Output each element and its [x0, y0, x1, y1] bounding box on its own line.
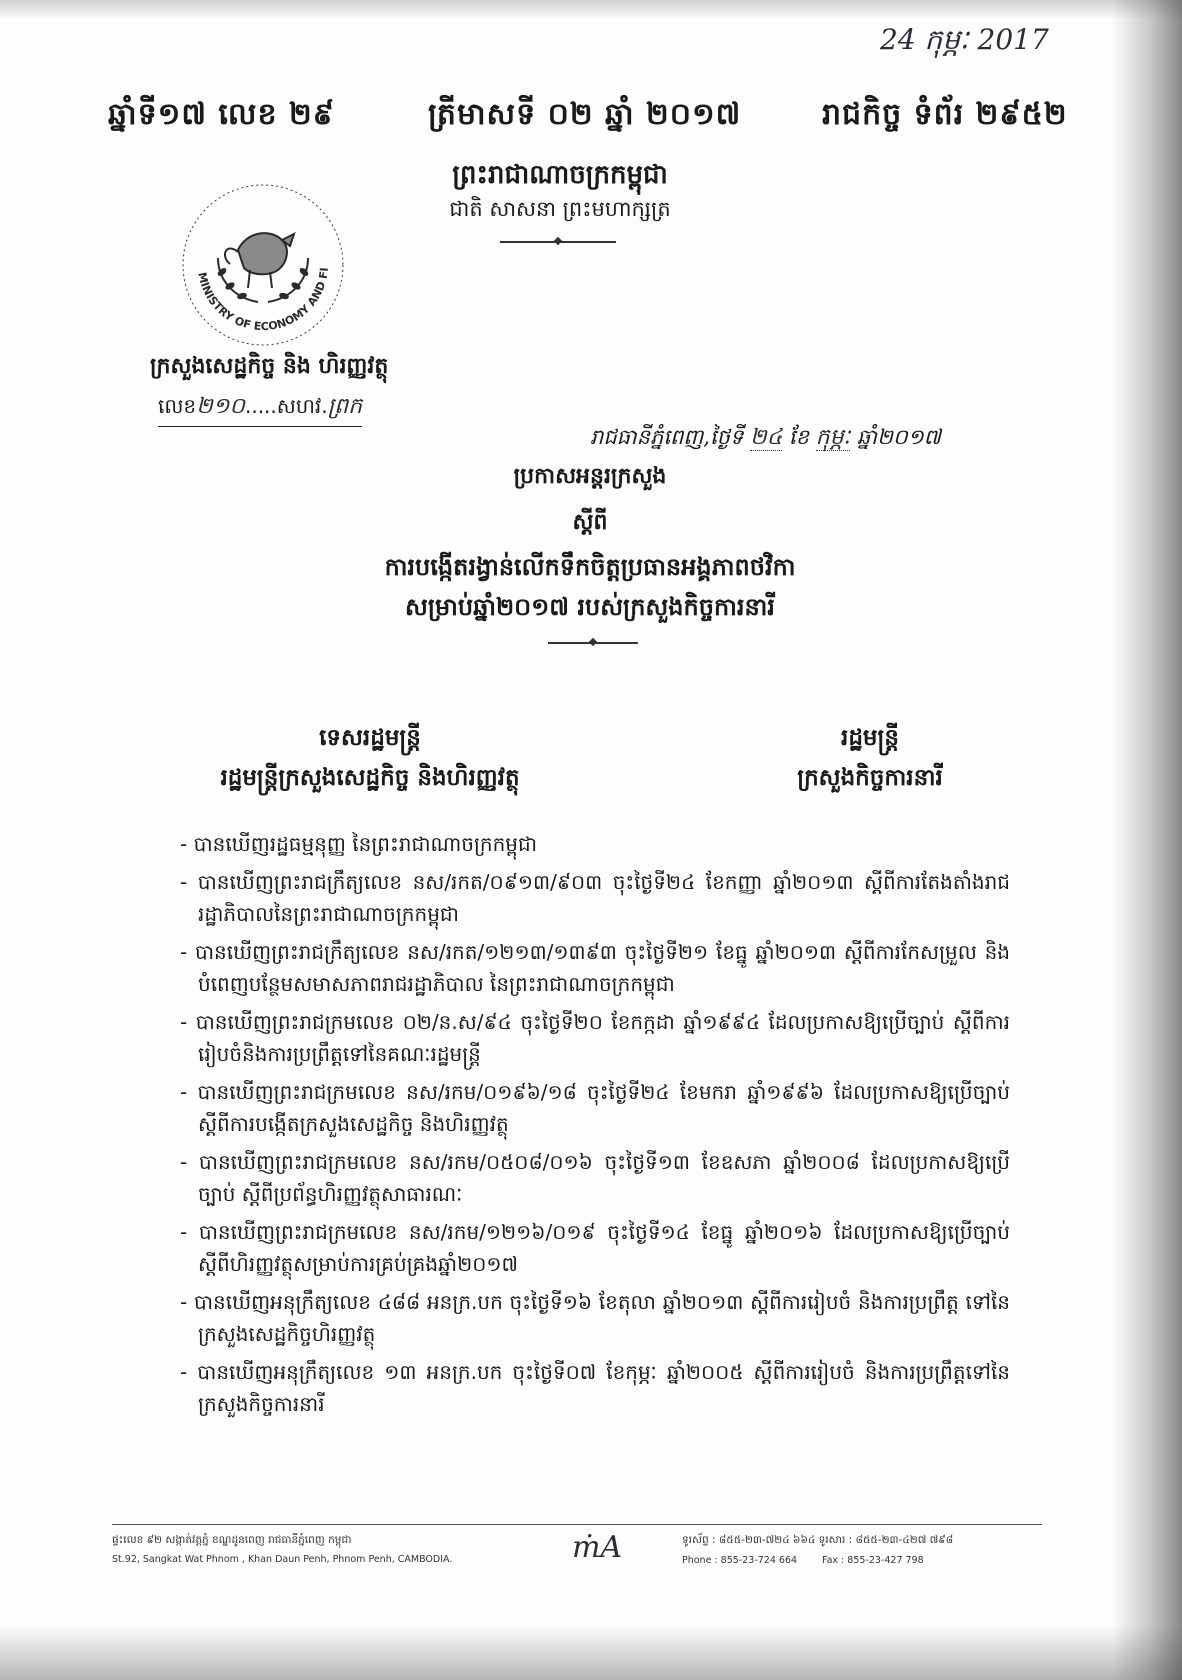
footer-address-kh: ផ្ទះលេខ ៩២ សង្កាត់វត្តភ្នំ ខណ្ឌដូនពេញ រាជធានីភ្នំពេញ កម្ពុជា [112, 1534, 352, 1546]
footer-phone-en: Phone : 855-23-724 664 [682, 1555, 798, 1566]
clause: - បានឃើញព្រះរាជក្រមលេខ នស/រកម/០៥០៨/០១៦ ចុះថ្ងៃទី១៣ ខែឧសភា ឆ្នាំ២០០៨ ដែលប្រកាសឱ្យប្រើច្បាប់ ស្តីពីប្រព័ន្ធហិរញ្ញវត្ថុសាធារណៈ [180, 1150, 1010, 1206]
clause: - បានឃើញអនុក្រឹត្យលេខ ១៣ អនក្រ.បក ចុះថ្ងៃទី០៧ ខែកុម្ភៈ ឆ្នាំ២០០៥ ស្តីពីការរៀបចំ និងការប្រព្រឹត្តទៅនៃក្រសួងកិច្ចការនារី [180, 1360, 1010, 1416]
footer-rule [112, 1524, 1042, 1525]
clause: - បានឃើញព្រះរាជក្រមលេខ ០២/ន.ស/៩៤ ចុះថ្ងៃទី២០ ខែកក្កដា ឆ្នាំ១៩៩៤ ដែលប្រកាសឱ្យប្រើច្បាប់ ស្តីពីការរៀបចំនិងការប្រព្រឹត្តទៅនៃគណៈរដ្ឋមន្ត្រី [180, 1010, 1010, 1066]
gazette-period: ត្រីមាសទី ០២ ឆ្នាំ ២០១៧ [428, 97, 742, 132]
gazette-year-issue: ឆ្នាំទី១៧ លេខ ២៩ [108, 97, 335, 132]
date-year: ឆ្នាំ២០១៧ [856, 425, 941, 449]
right-signatory-ministry: ក្រសួងកិច្ចការនារី [797, 765, 943, 791]
reference-number: លេខ២១០.....សហវ.ព្រក [158, 392, 362, 427]
scan-shadow-right [1112, 0, 1182, 1680]
ref-number: ២១០ [196, 394, 245, 419]
ref-prefix: លេខ [158, 394, 197, 418]
title-line-3: ការបង្កើតរង្វាន់លើកទឹកចិត្តប្រធានអង្គភាពថវិកា [384, 553, 796, 581]
title-line-1: ប្រកាសអន្តរក្រសួង [513, 464, 667, 489]
date-line [590, 423, 941, 455]
seal-text: MINISTRY OF ECONOMY AND FI [195, 267, 331, 334]
date-prefix: រាជធានីភ្នំពេញ,ថ្ងៃទី [590, 425, 744, 449]
legal-basis-list [180, 828, 1010, 1426]
clause: - បានឃើញរដ្ឋធម្មនុញ្ញ នៃព្រះរាជាណាចក្រកម្ពុជា [180, 832, 538, 856]
handwritten-date: 24 កុម្ភៈ 2017 [880, 23, 1049, 56]
footer-phone-kh: ទូរស័ព្ទ : ៨៥៥-២៣-៧២៤ ៦៦៤ ទូរសារ : ៨៥៥-២៣-៤២៧ ៧៩៨ [682, 1534, 954, 1546]
scan-shadow-bottom [0, 1625, 1182, 1680]
footer-address-en: St.92, Sangkat Wat Phnom , Khan Daun Penh, Phnom Penh, CAMBODIA. [112, 1554, 453, 1565]
left-signatory-role: ទេសរដ្ឋមន្ត្រី [319, 725, 421, 751]
ref-handwritten: ព្រក [327, 394, 363, 419]
kingdom-title: ព្រះរាជាណាចក្រកម្ពុជា [452, 160, 668, 190]
right-signatory-role: រដ្ឋមន្ត្រី [841, 725, 899, 751]
clause: - បានឃើញព្រះរាជក្រឹត្យលេខ នស/រកត/១២១៣/១៣៩៣ ចុះថ្ងៃទី២១ ខែធ្នូ ឆ្នាំ២០១៣ ស្តីពីការកែសម្រួល និងបំពេញបន្ថែមសមាសភាពរាជរដ្ឋាភិបាល នៃព្រះរាជាណាចក្រកម្ពុជា [180, 940, 1010, 996]
date-month-label: ខែ [788, 425, 809, 449]
date-day: ២៤ [750, 425, 783, 450]
title-line-2: ស្តីពី [572, 510, 608, 535]
date-month: កុម្ភៈ [815, 425, 851, 450]
footer-initials: ṁA [572, 1530, 623, 1565]
ministry-seal [178, 180, 348, 350]
clause: - បានឃើញព្រះរាជក្រមលេខ នស/រកម/១២១៦/០១៩ ចុះថ្ងៃទី១៤ ខែធ្នូ ឆ្នាំ២០១៦ ដែលប្រកាសឱ្យប្រើច្បាប់ស្តីពីហិរញ្ញវត្ថុសម្រាប់ការគ្រប់គ្រងឆ្នាំ២០១៧ [180, 1220, 1010, 1276]
clause: - បានឃើញព្រះរាជក្រមលេខ នស/រកម/០១៩៦/១៨ ចុះថ្ងៃទី២៤ ខែមករា ឆ្នាំ១៩៩៦ ដែលប្រកាសឱ្យប្រើច្បាប់ ស្តីពីការបង្កើតក្រសួងសេដ្ឋកិច្ច និងហិរញ្ញវត្ថុ [180, 1080, 1010, 1136]
gazette-page: រាជកិច្ច ទំព័រ ២៩៥២ [822, 97, 1068, 132]
left-signatory-ministry: រដ្ឋមន្ត្រីក្រសួងសេដ្ឋកិច្ច និងហិរញ្ញវត្ថុ [220, 765, 520, 791]
title-line-4: សម្រាប់ឆ្នាំ២០១៧ របស់ក្រសួងកិច្ចការនារី [405, 593, 775, 621]
clause: - បានឃើញព្រះរាជក្រឹត្យលេខ នស/រកត/០៩១៣/៩០៣ ចុះថ្ងៃទី២៤ ខែកញ្ញា ឆ្នាំ២០១៣ ស្តីពីការតែងតាំងរាជរដ្ឋាភិបាលនៃព្រះរាជាណាចក្រកម្ពុជា [180, 870, 1010, 926]
ministry-name: ក្រសួងសេដ្ឋកិច្ច និង ហិរញ្ញវត្ថុ [150, 353, 389, 379]
clause: - បានឃើញអនុក្រឹត្យលេខ ៤៨៨ អនក្រ.បក ចុះថ្ងៃទី១៦ ខែតុលា ឆ្នាំ២០១៣ ស្តីពីការរៀបចំ និងការប្រព្រឹត្ត ទៅនៃក្រសួងសេដ្ឋកិច្ចហិរញ្ញវត្ថុ [180, 1290, 1010, 1346]
footer-fax-en: Fax : 855-23-427 798 [822, 1555, 924, 1566]
scan-shadow-top [0, 0, 1182, 20]
ref-suffix: សហវ [276, 394, 322, 418]
kingdom-motto: ជាតិ សាសនា ព្រះមហាក្សត្រ [449, 197, 671, 221]
